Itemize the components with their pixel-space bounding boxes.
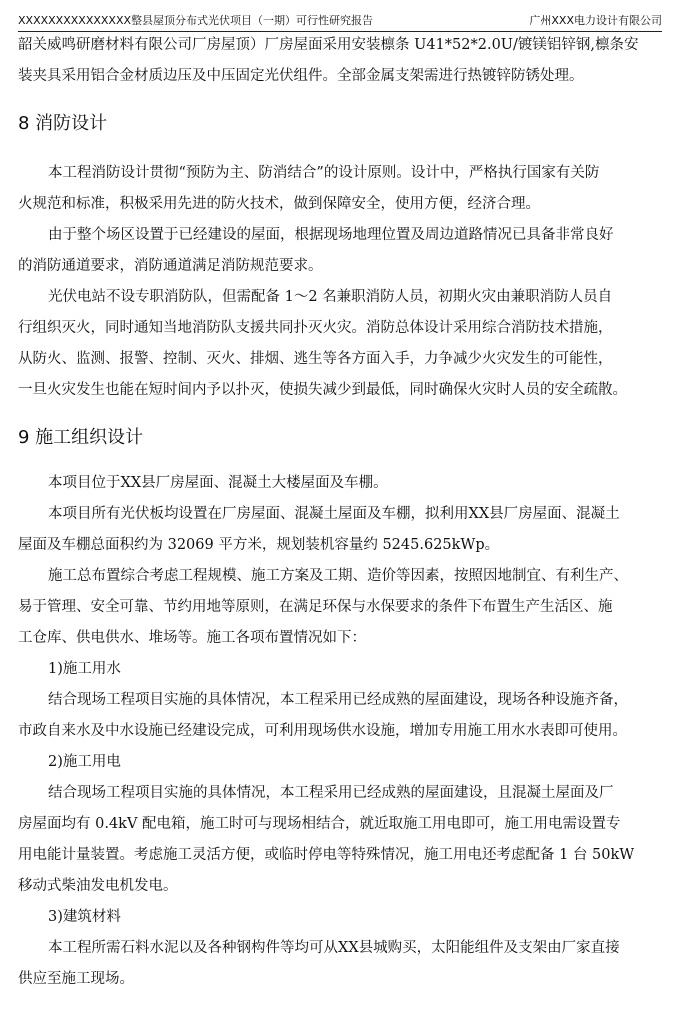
body-line: 行组织灭火，同时通知当地消防队支援共同扑灭火灾。消防总体设计采用综合消防技术措施， bbox=[18, 320, 613, 336]
subsection-heading: 3)建筑材料 bbox=[48, 909, 121, 925]
body-line: 的消防通道要求，消防通道满足消防规范要求。 bbox=[18, 258, 323, 274]
body-line: 装夹具采用铝合金材质边压及中压固定光伏组件。全部金属支架需进行热镀锌防锈处理。 bbox=[18, 68, 584, 84]
body-line: 韶关威鸣研磨材料有限公司厂房屋顶）厂房屋面采用安装檩条 U41*52*2.0U/镀镁铝锌钢,檩条安 bbox=[18, 37, 639, 53]
body-line: 房屋面均有 0.4kV 配电箱，施工时可与现场相结合，就近取施工用电即可，施工用电需设置专 bbox=[18, 816, 621, 832]
body-line: 结合现场工程项目实施的具体情况，本工程采用已经成熟的屋面建设，现场各种设施齐备， bbox=[48, 692, 628, 708]
body-line: 从防火、监测、报警、控制、灭火、排烟、逃生等各方面入手，力争减少火灾发生的可能性， bbox=[18, 351, 613, 367]
section-8-heading: 8 消防设计 bbox=[18, 113, 108, 134]
header-report-title: XXXXXXXXXXXXXXX整县屋顶分布式光伏项目（一期）可行性研究报告 bbox=[18, 14, 374, 27]
body-line: 本工程消防设计贯彻“预防为主、防消结合”的设计原则。设计中，严格执行国家有关防 bbox=[48, 165, 600, 181]
body-line: 施工总布置综合考虑工程规模、施工方案及工期、造价等因素，按照因地制宜、有利生产、 bbox=[48, 568, 628, 584]
body-line: 火规范和标准，积极采用先进的防火技术，做到保障安全，使用方便，经济合理。 bbox=[18, 196, 540, 212]
body-line: 屋面及车棚总面积约为 32069 平方米，规划装机容量约 5245.625kWp。 bbox=[18, 537, 500, 553]
body-line: 一旦火灾发生也能在短时间内予以扑灭，使损失减少到最低，同时确保火灾时人员的安全疏散。 bbox=[18, 382, 627, 398]
subsection-heading: 1)施工用水 bbox=[48, 661, 121, 677]
page-body bbox=[18, 30, 664, 995]
body-line: 本工程所需石料水泥以及各种钢构件等均可从XX县城购买，太阳能组件及支架由厂家直接 bbox=[48, 940, 620, 956]
body-line: 本项目位于XX县厂房屋面、混凝土大楼屋面及车棚。 bbox=[48, 475, 388, 491]
section-9-heading: 9 施工组织设计 bbox=[18, 427, 144, 448]
header-company-name: 广州XXX电力设计有限公司 bbox=[529, 14, 662, 27]
body-line: 移动式柴油发电机发电。 bbox=[18, 878, 178, 894]
subsection-heading: 2)施工用电 bbox=[48, 754, 121, 770]
body-line: 工仓库、供电供水、堆场等。施工各项布置情况如下： bbox=[18, 630, 366, 646]
page-header bbox=[18, 9, 662, 32]
body-line: 用电能计量装置。考虑施工灵活方便，或临时停电等特殊情况，施工用电还考虑配备 1 台 50kW bbox=[18, 847, 635, 863]
body-line: 结合现场工程项目实施的具体情况，本工程采用已经成熟的屋面建设，且混凝土屋面及厂 bbox=[48, 785, 614, 801]
body-line: 光伏电站不设专职消防队，但需配备 1～2 名兼职消防人员，初期火灾由兼职消防人员自 bbox=[48, 289, 613, 305]
body-line: 供应至施工现场。 bbox=[18, 971, 134, 987]
body-line: 由于整个场区设置于已经建设的屋面，根据现场地理位置及周边道路情况已具备非常良好 bbox=[48, 227, 614, 243]
body-line: 市政自来水及中水设施已经建设完成，可利用现场供水设施，增加专用施工用水水表即可使用。 bbox=[18, 723, 627, 739]
body-line: 本项目所有光伏板均设置在厂房屋面、混凝土屋面及车棚，拟利用XX县厂房屋面、混凝土 bbox=[48, 506, 620, 522]
body-line: 易于管理、安全可靠、节约用地等原则，在满足环保与水保要求的条件下布置生产生活区、施 bbox=[18, 599, 613, 615]
